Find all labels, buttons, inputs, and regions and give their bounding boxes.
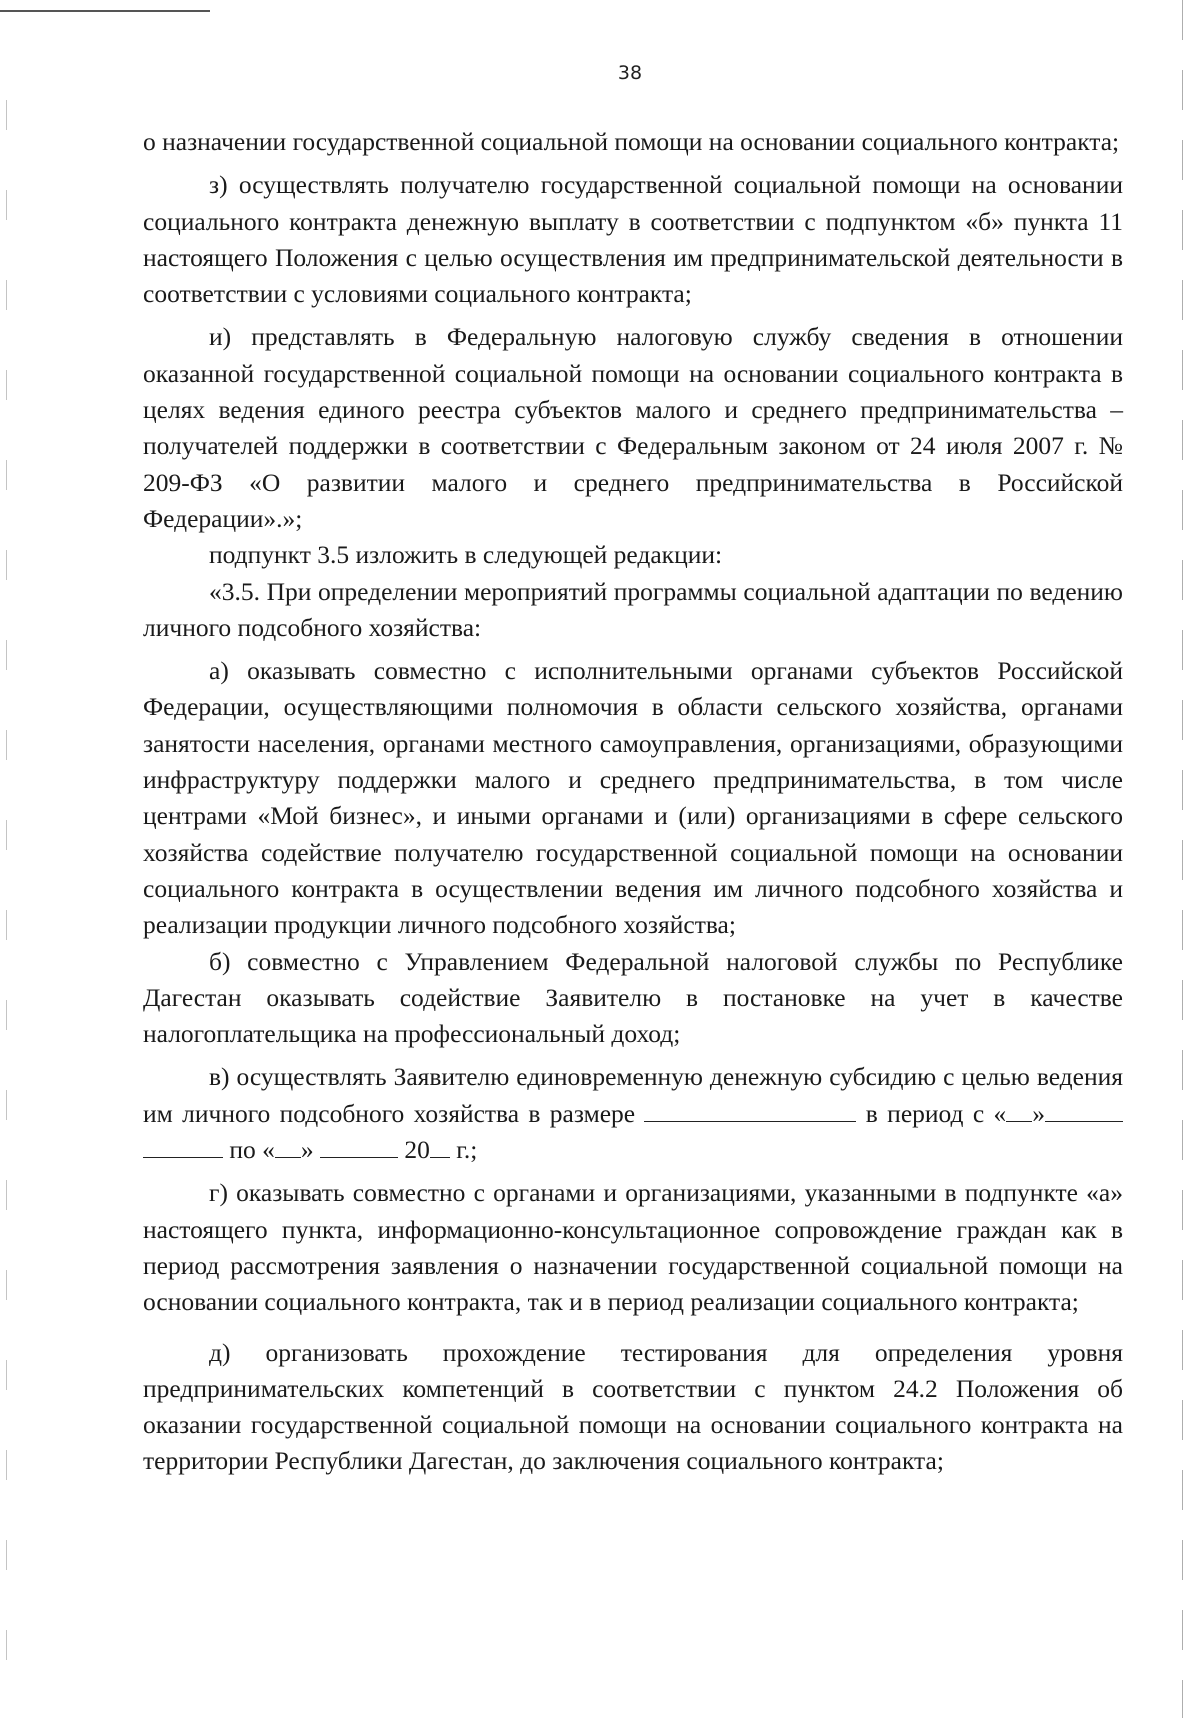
- paragraph-item-a: а) оказывать совместно с исполнительными органами субъектов Российской Федерации, осуществляющими полномочия в области сельского хозяйства, органами занятости населения, органами местного самоуправления, организациями, образующими инфраструктуру поддержки малого и среднего предпринимательства, в том числе центрами «Мой бизнес», и иными органами и (или) организациями в сфере сельского хозяйства содействие получателю государственной социальной помощи на основании социального контракта в осуществлении ведения им личного подсобного хозяйства и реализации продукции личного подсобного хозяйства;: [143, 656, 1123, 940]
- item-v-year-prefix: 20: [404, 1135, 430, 1165]
- year-from-blank: [143, 1135, 223, 1158]
- paragraph-item-z: з) осуществлять получателю государственной социальной помощи на основании социального контракта денежную выплату в соответствии с подпунктом «б» пункта 11 настоящего Положения с целью осуществления им предпринимательской деятельности в соответствии с условиями социального контракта;: [143, 170, 1123, 309]
- item-v-period-from: период с «: [887, 1098, 1007, 1128]
- paragraph-item-d: д) организовать прохождение тестирования для определения уровня предпринимательских компетенций в соответствии с пунктом 24.2 Положения об оказании государственной социальной помощи на основании социального контракта на территории Республики Дагестан, до заключения социального контракта;: [143, 1337, 1123, 1476]
- paragraph-subpoint-instruction: подпункт 3.5 изложить в следующей редакции:: [209, 540, 723, 570]
- year-to-blank: [430, 1135, 450, 1158]
- paragraph-item-b: б) совместно с Управлением Федеральной налоговой службы по Республике Дагестан оказывать содействие Заявителю в постановке на учет в качестве налогоплательщика на профессиональный доход;: [143, 946, 1123, 1049]
- paragraph-continuation: о назначении государственной социальной помощи на основании социального контракта;: [143, 127, 1120, 156]
- item-v-quote-close-2: »: [300, 1135, 314, 1165]
- item-v-text: в) осуществлять Заявителю единовременную денежную субсидию с целью ведения им личного подсобного хозяйства в размере: [143, 1062, 1123, 1128]
- item-v-quote-close-1: »: [1032, 1098, 1046, 1128]
- item-v-period-to: по «: [229, 1135, 275, 1165]
- scan-artifact-left-edge: [6, 100, 7, 1660]
- page-number: 38: [617, 62, 643, 84]
- paragraph-item-i: и) представлять в Федеральную налоговую службу сведения в отношении оказанной государственной социальной помощи на основании социального контракта в целях ведения единого реестра субъектов малого и среднего предпринимательства – получателей поддержки в соответствии с Федеральным законом от 24 июля 2007 г. № 209-ФЗ «О развитии малого и среднего предпринимательства в Российской Федерации».»;: [143, 322, 1123, 533]
- scan-artifact-right-edge: [1182, 0, 1183, 1718]
- document-body: [143, 124, 1123, 1480]
- paragraph-item-g: г) оказывать совместно с органами и организациями, указанными в подпункте «а» настоящего пункта, информационно-консультационное сопровождение граждан как в период рассмотрения заявления о назначении государственной социальной помощи на основании социального контракта, так и в период реализации социального контракта;: [143, 1178, 1123, 1317]
- item-v-year-suffix: г.;: [456, 1135, 478, 1165]
- month-to-blank: [320, 1135, 398, 1158]
- day-to-blank: [275, 1135, 301, 1158]
- amount-blank: [644, 1099, 856, 1122]
- day-from-blank: [1006, 1099, 1032, 1122]
- month-from-blank: [1045, 1099, 1123, 1122]
- item-v-in: в: [865, 1098, 878, 1128]
- paragraph-subpoint-3-5: «3.5. При определении мероприятий программы социальной адаптации по ведению личного подсобного хозяйства:: [143, 576, 1123, 642]
- scan-artifact-line: [0, 10, 210, 12]
- paragraph-item-v: [143, 1059, 1123, 1168]
